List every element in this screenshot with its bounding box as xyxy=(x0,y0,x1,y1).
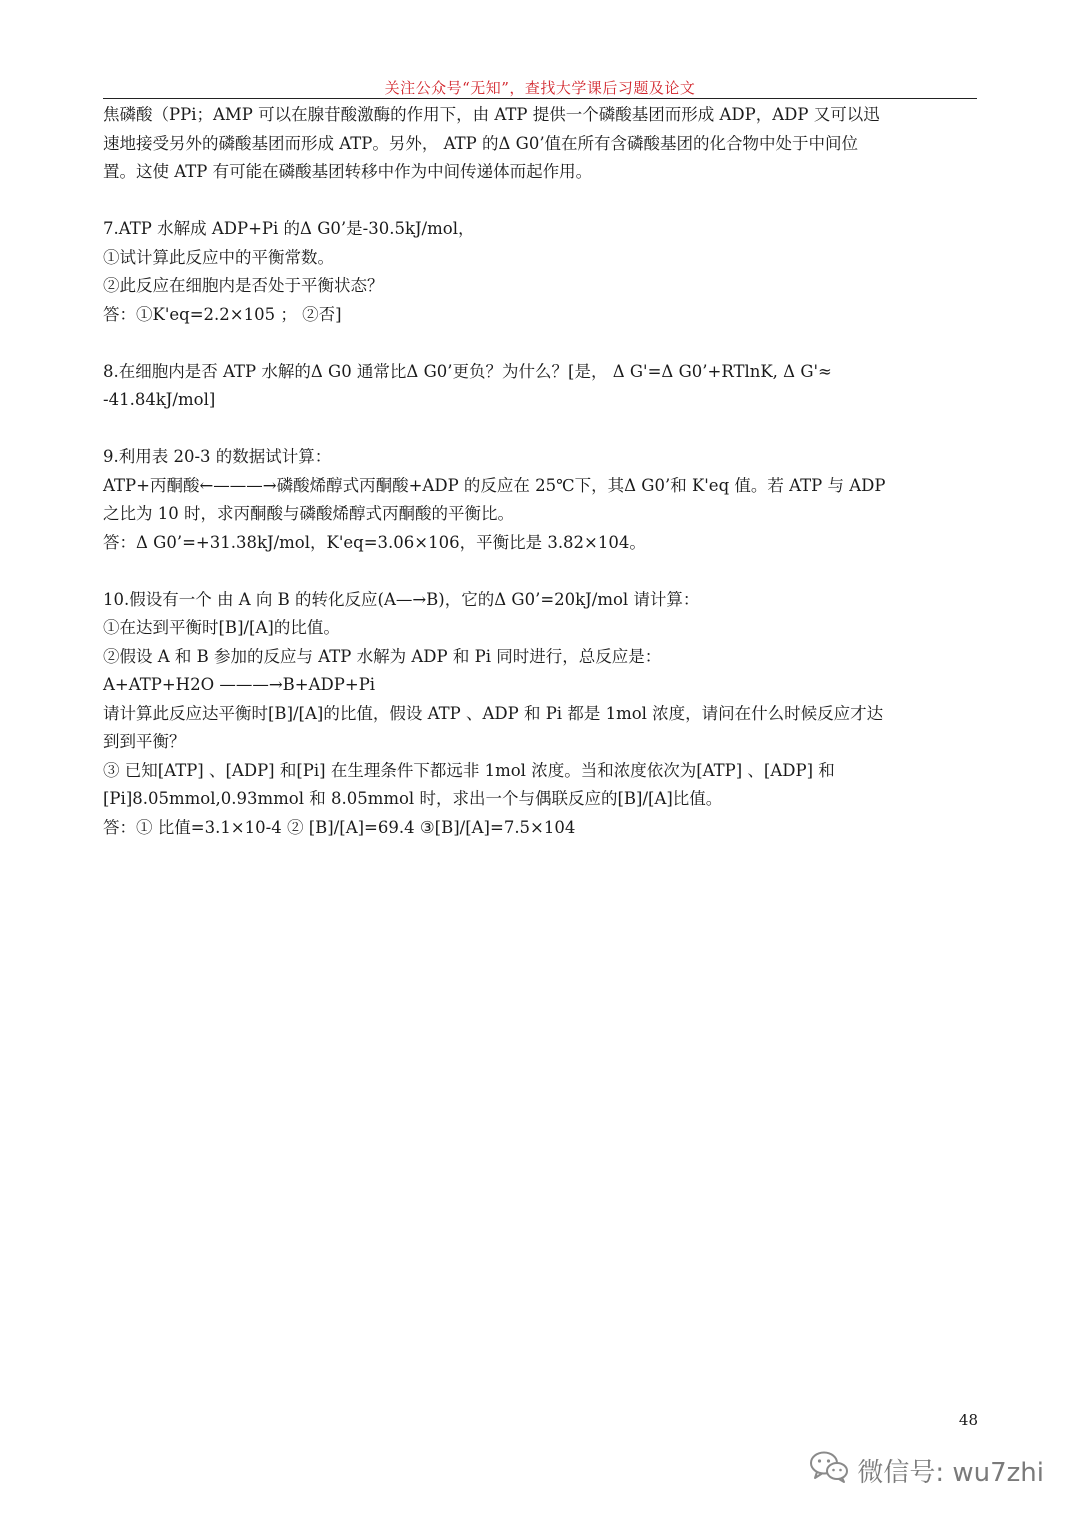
page-header-title: 关注公众号“无知”，查找大学课后习题及论文 xyxy=(384,79,696,97)
header-divider xyxy=(103,98,977,99)
question-8-title: 8.在细胞内是否 ATP 水解的Δ G0 通常比Δ G0’更负？为什么？[是， Δ G'=Δ G0’+RTlnK, Δ G'≈ xyxy=(103,361,832,381)
watermark-text: 微信号: wu7zhi xyxy=(857,1458,1044,1488)
document-body xyxy=(103,101,978,842)
question-8-answer: -41.84kJ/mol] xyxy=(103,390,216,409)
question-10-part-2-ask: 请计算此反应达平衡时[B]/[A]的比值，假设 ATP 、ADP 和 Pi 都是 1mol 浓度，请问在什么时候反应才达 xyxy=(103,703,884,723)
question-10-part-2: ②假设 A 和 B 参加的反应与 ATP 水解为 ADP 和 Pi 同时进行，总反应是： xyxy=(103,646,662,666)
wechat-watermark xyxy=(809,1450,1044,1491)
question-10-part-1: ①在达到平衡时[B]/[A]的比值。 xyxy=(103,618,340,637)
question-7-title: 7.ATP 水解成 ADP+Pi 的Δ G0’是-30.5kJ/mol， xyxy=(103,219,475,238)
question-10-part-3: ③ 已知[ATP] 、[ADP] 和[Pi] 在生理条件下都远非 1mol 浓度。当和浓度依次为[ATP] 、[ADP] 和 xyxy=(103,760,835,780)
question-10-answer: 答：① 比值=3.1×10-4 ② [B]/[A]=69.4 ③[B]/[A]=7.5×104 xyxy=(103,817,576,837)
intro-line-1: 焦磷酸（PPi；AMP 可以在腺苷酸激酶的作用下，由 ATP 提供一个磷酸基团而形成 ADP，ADP 又可以迅 xyxy=(103,105,880,124)
question-9-title: 9.利用表 20-3 的数据试计算： xyxy=(103,447,332,466)
question-7-part-1: ①试计算此反应中的平衡常数。 xyxy=(103,247,334,267)
intro-line-2: 速地接受另外的磷酸基团而形成 ATP。另外， ATP 的Δ G0’值在所有含磷酸基团的化合物中处于中间位 xyxy=(103,133,859,153)
page-number: 48 xyxy=(958,1411,978,1429)
question-7-part-2: ②此反应在细胞内是否处于平衡状态？ xyxy=(103,276,384,295)
question-9-ratio: 之比为 10 时，求丙酮酸与磷酸烯醇式丙酮酸的平衡比。 xyxy=(103,504,514,523)
question-10-title: 10.假设有一个 由 A 向 B 的转化反应(A—→B)，它的Δ G0’=20kJ/mol 请计算： xyxy=(103,589,700,609)
question-7-answer: 答：①K'eq=2.2×105 ； ②否] xyxy=(103,304,342,324)
question-10-part-3-cont: [Pi]8.05mmol,0.93mmol 和 8.05mmol 时，求出一个与偶联反应的[B]/[A]比值。 xyxy=(103,789,723,808)
intro-line-3: 置。这使 ATP 有可能在磷酸基团转移中作为中间传递体而起作用。 xyxy=(103,162,593,181)
question-10-part-2-ask-cont: 到到平衡？ xyxy=(103,732,186,751)
wechat-icon xyxy=(809,1450,857,1491)
question-9-reaction: ATP+丙酮酸←———→磷酸烯醇式丙酮酸+ADP 的反应在 25℃下，其Δ G0’和 K'eq 值。若 ATP 与 ADP xyxy=(103,475,886,495)
question-10-reaction: A+ATP+H2O ———→B+ADP+Pi xyxy=(103,675,376,694)
question-9-answer: 答：Δ G0’=+31.38kJ/mol，K'eq=3.06×106，平衡比是 3.82×104。 xyxy=(103,532,646,552)
